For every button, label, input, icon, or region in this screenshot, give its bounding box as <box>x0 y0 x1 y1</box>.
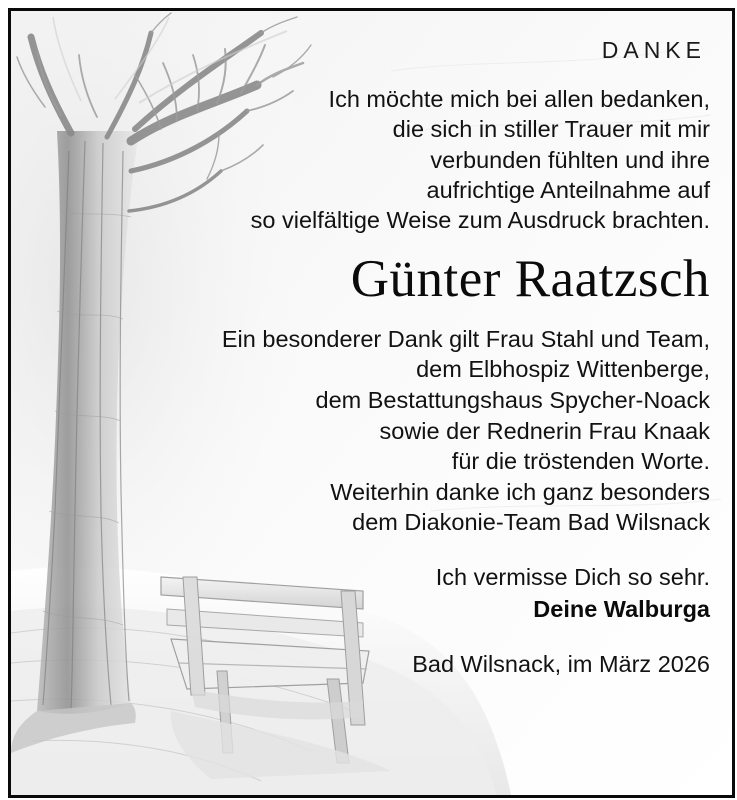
thanks-paragraph <box>170 84 710 236</box>
thanks-line: aufrichtige Anteilnahme auf <box>426 176 710 203</box>
card-frame <box>8 8 735 798</box>
special-thanks-line: für die tröstenden Worte. <box>451 448 710 475</box>
deceased-name: Günter Raatzsch <box>350 249 710 308</box>
special-thanks-line: Ein besonderer Dank gilt Frau Stahl und Team, <box>221 325 710 352</box>
signature: Deine Walburga <box>533 596 710 623</box>
thanks-line: die sich in stiller Trauer mit mir <box>392 116 710 143</box>
thanks-line: so vielfältige Weise zum Ausdruck brachten. <box>250 207 710 234</box>
special-thanks-line: dem Bestattungshaus Spycher-Noack <box>315 386 710 413</box>
special-thanks-line: dem Elbhospiz Wittenberge, <box>416 356 710 383</box>
thanks-line: Ich möchte mich bei allen bedanken, <box>328 86 710 112</box>
special-thanks-line: sowie der Rednerin Frau Knaak <box>379 417 710 444</box>
place-and-date: Bad Wilsnack, im März 2026 <box>412 650 710 677</box>
thanks-line: verbunden fühlten und ihre <box>430 146 710 173</box>
page-title: DANKE <box>601 37 706 63</box>
special-thanks-line: dem Diakonie-Team Bad Wilsnack <box>352 509 710 536</box>
special-thanks-line: Weiterhin danke ich ganz besonders <box>330 478 710 505</box>
special-thanks-paragraph <box>170 324 710 538</box>
card-text-column <box>170 37 710 679</box>
closing-line: Ich vermisse Dich so sehr. <box>435 563 710 590</box>
